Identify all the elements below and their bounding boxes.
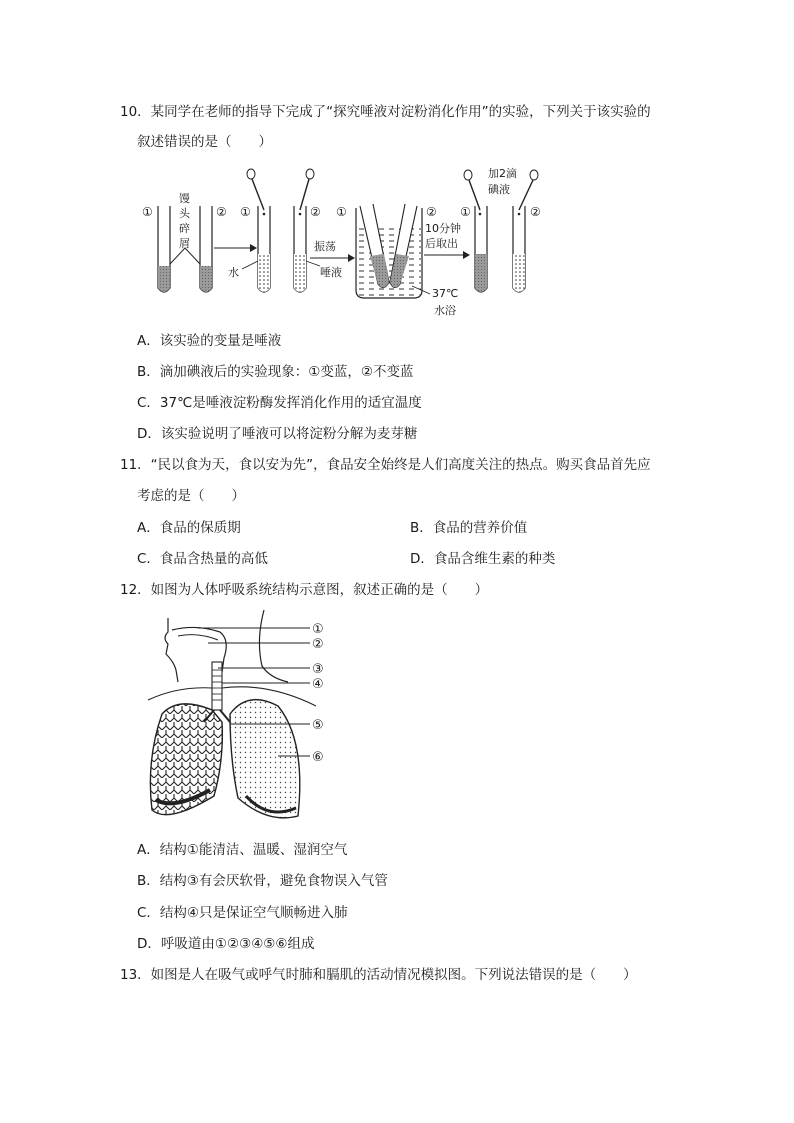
resp-label-4: ④: [312, 677, 324, 692]
resp-label-6: ⑥: [312, 750, 324, 765]
q10-option-b: B．滴加碘液后的实验现象：①变蓝，②不变蓝: [137, 364, 414, 380]
q13-stem: 13．如图是人在吸气或呼气时肺和膈肌的活动情况模拟图。下列说法错误的是（ ）: [120, 967, 637, 983]
stage4-tubes: [460, 166, 541, 292]
q12-respiratory-figure: [138, 610, 338, 830]
stage2-tube1-label: ①: [240, 205, 251, 219]
stage1-tubes: [142, 191, 227, 292]
q12-option-d: D．呼吸道由①②③④⑤⑥组成: [137, 936, 315, 952]
iodine-label-1: 加2滴: [488, 167, 517, 180]
resp-label-2: ②: [312, 637, 324, 652]
q11-option-c: C．食品含热量的高低: [137, 551, 268, 567]
water-bath: [336, 204, 458, 317]
q10-option-d: D．该实验说明了唾液可以将淀粉分解为麦芽糖: [137, 426, 418, 442]
q12-option-c: C．结构④只是保证空气顺畅进入肺: [137, 905, 348, 921]
stage4-tube1-label: ①: [460, 205, 471, 219]
q10-stem-line1: 10．某同学在老师的指导下完成了“探究唾液对淀粉消化作用”的实验，下列关于该实验的: [120, 104, 651, 120]
stage2-tubes: [228, 169, 342, 292]
iodine-label-2: 碘液: [488, 183, 510, 196]
q11-stem-line1: 11．“民以食为天，食以安为先”，食品安全始终是人们高度关注的热点。购买食品首先应: [120, 457, 651, 473]
q11-option-a: A．食品的保质期: [137, 520, 241, 536]
q10-experiment-figure: [138, 166, 558, 320]
resp-label-1: ①: [312, 622, 324, 637]
mantou-char-2: 头: [179, 207, 190, 220]
mantou-char-3: 碎: [179, 222, 190, 235]
shake-label: 振荡: [314, 240, 336, 253]
q10-option-c: C．37℃是唾液淀粉酶发挥消化作用的适宜温度: [137, 395, 422, 411]
stage4-tube2-label: ②: [530, 205, 541, 219]
q12-stem: 12．如图为人体呼吸系统结构示意图，叙述正确的是（ ）: [120, 582, 489, 598]
q12-option-a: A．结构①能清洁、温暖、湿润空气: [137, 842, 348, 858]
q11-option-d: D．食品含维生素的种类: [410, 551, 556, 567]
mantou-char-4: 屑: [179, 237, 190, 250]
bath-temp-label: 37℃: [432, 287, 459, 300]
stage1-tube2-label: ②: [216, 205, 227, 219]
q11-option-b: B．食品的营养价值: [410, 520, 528, 536]
mantou-char-1: 馒: [179, 192, 190, 205]
resp-label-5: ⑤: [312, 718, 324, 733]
bath-tube2-label: ②: [426, 205, 437, 219]
after-take-label: 后取出: [425, 237, 458, 250]
stage2-tube2-label: ②: [310, 205, 321, 219]
water-label: 水: [228, 266, 239, 279]
q10-stem-line2: 叙述错误的是（ ）: [137, 134, 272, 150]
q11-stem-line2: 考虑的是（ ）: [137, 488, 245, 504]
resp-label-3: ③: [312, 662, 324, 677]
q12-option-b: B．结构③有会厌软骨，避免食物误入气管: [137, 873, 388, 889]
stage1-tube1-label: ①: [142, 205, 153, 219]
q10-option-a: A．该实验的变量是唾液: [137, 333, 282, 349]
bath-water-label: 水浴: [434, 304, 456, 317]
saliva-label: 唾液: [320, 266, 342, 279]
bath-tube1-label: ①: [336, 205, 347, 219]
after-time-label: 10分钟: [425, 222, 461, 235]
